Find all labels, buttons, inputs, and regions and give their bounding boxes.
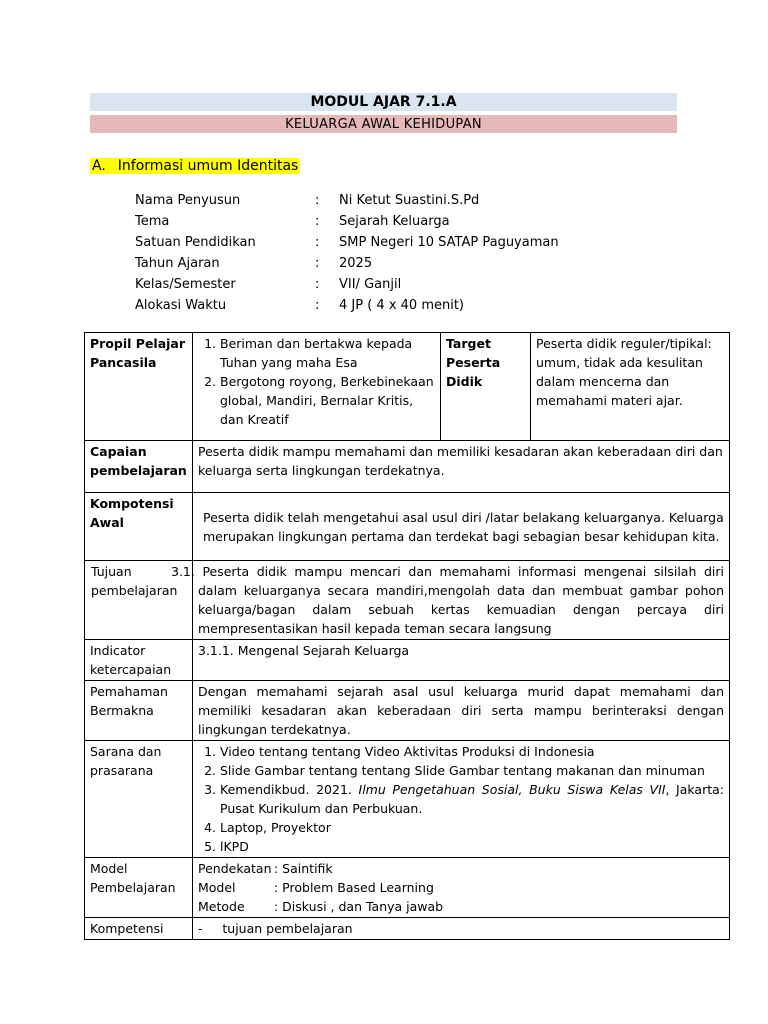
section-number: A.	[92, 158, 106, 174]
kompetensi-label: Kompetensi	[85, 918, 193, 940]
indikator-label: Indicator ketercapaian	[85, 640, 193, 681]
model-row-key: Model	[198, 880, 236, 895]
identity-info	[135, 190, 695, 316]
info-key: Alokasi Waktu	[135, 298, 227, 313]
info-row	[135, 253, 695, 274]
reference-text: Kemendikbud. 2021.	[220, 782, 359, 797]
section-title: Informasi umum Identitas	[117, 158, 299, 174]
indikator-value: 3.1.1. Mengenal Sejarah Keluarga	[193, 640, 730, 681]
model-row	[198, 859, 724, 878]
info-row	[135, 295, 695, 316]
info-value: Sejarah Keluarga	[339, 214, 450, 229]
info-row	[135, 211, 695, 232]
info-value: 4 JP ( 4 x 40 menit)	[339, 298, 464, 313]
capaian-label: Capaian pembelajaran	[85, 441, 193, 493]
sarana-list	[198, 742, 724, 856]
info-value: VII/ Ganjil	[339, 277, 402, 292]
propil-label: Propil Pelajar Pancasila	[85, 333, 193, 441]
table-row	[85, 640, 730, 681]
info-colon: :	[315, 256, 320, 271]
table-row	[85, 918, 730, 940]
list-item: 1. Video tentang tentang Video Aktivitas Produksi di Indonesia	[220, 742, 724, 761]
tujuan-value: 3.1. Peserta didik mampu mencari dan memahami informasi mengenai silsilah diri dalam keluarganya secara mandiri,mengolah data dan membuat gambar pohon keluarga/bagan dalam sebuah kertas kemuadian dengan percaya diri mempresentasikan hasil kepada teman secara langsung	[193, 561, 730, 640]
propil-list	[198, 334, 435, 429]
document-title: MODUL AJAR 7.1.A	[90, 93, 677, 111]
list-item	[220, 780, 724, 818]
info-key: Tahun Ajaran	[135, 256, 220, 271]
list-item: 2. Bergotong royong, Berkebinekaan global, Mandiri, Bernalar Kritis, dan Kreatif	[220, 372, 435, 429]
section-heading	[90, 158, 300, 174]
table-row	[85, 858, 730, 918]
capaian-value: Peserta didik mampu memahami dan memiliki kesadaran akan keberadaan diri dan keluarga serta lingkungan terdekatnya.	[193, 441, 730, 493]
model-row	[198, 878, 724, 897]
info-colon: :	[315, 298, 320, 313]
model-row-key: Metode	[198, 899, 245, 914]
model-label: Model Pembelajaran	[85, 858, 193, 918]
info-key: Nama Penyusun	[135, 193, 241, 208]
list-item: 1. Beriman dan bertakwa kepada Tuhan yang maha Esa	[220, 334, 435, 372]
list-item: 4. Laptop, Proyektor	[220, 818, 724, 837]
model-row-key: Pendekatan	[198, 861, 272, 876]
pemahaman-label: Pemahaman Bermakna	[85, 681, 193, 741]
sarana-cell	[193, 741, 730, 858]
model-cell	[193, 858, 730, 918]
info-colon: :	[315, 214, 320, 229]
model-row-value: : Problem Based Learning	[274, 880, 434, 895]
target-label: Target Peserta Didik	[441, 333, 531, 441]
table-row	[85, 333, 730, 441]
module-table	[84, 332, 730, 940]
document-subtitle: KELUARGA AWAL KEHIDUPAN	[90, 115, 677, 133]
model-row-value: : Diskusi , dan Tanya jawab	[274, 899, 444, 914]
kompetensi-awal-value: Peserta didik telah mengetahui asal usul diri /latar belakang keluarganya. Keluarga merupakan lingkungan pertama dan terdekat bagi sebagian besar kehidupan kita.	[193, 493, 730, 561]
list-item: 2. Slide Gambar tentang tentang Slide Gambar tentang makanan dan minuman	[220, 761, 724, 780]
info-colon: :	[315, 277, 320, 292]
info-colon: :	[315, 193, 320, 208]
info-row	[135, 232, 695, 253]
table-row	[85, 441, 730, 493]
info-value: SMP Negeri 10 SATAP Paguyaman	[339, 235, 559, 250]
model-row-value: : Saintifik	[274, 861, 333, 876]
tujuan-label: Tujuan pembelajaran	[85, 561, 193, 640]
info-key: Tema	[135, 214, 170, 229]
sarana-label: Sarana dan prasarana	[85, 741, 193, 858]
model-row	[198, 897, 724, 916]
table-row	[85, 561, 730, 640]
target-value: Peserta didik reguler/tipikal: umum, tidak ada kesulitan dalam mencerna dan memahami materi ajar.	[531, 333, 730, 441]
table-row	[85, 741, 730, 858]
pemahaman-value: Dengan memahami sejarah asal usul keluarga murid dapat memahami dan memiliki kesadaran akan keberadaan diri serta mampu berinteraksi dengan lingkungan terdekatnya.	[193, 681, 730, 741]
reference-text: , Jakarta: Pusat Kurikulum dan Perbukuan.	[220, 782, 724, 816]
book-title: Ilmu Pengetahuan Sosial, Buku Siswa Kelas VII	[358, 782, 666, 797]
info-key: Kelas/Semester	[135, 277, 236, 292]
propil-cell	[193, 333, 441, 441]
info-row	[135, 190, 695, 211]
info-row	[135, 274, 695, 295]
table-row	[85, 493, 730, 561]
kompetensi-awal-label: Kompotensi Awal	[85, 493, 193, 561]
info-value: 2025	[339, 256, 373, 271]
info-value: Ni Ketut Suastini.S.Pd	[339, 193, 480, 208]
info-key: Satuan Pendidikan	[135, 235, 256, 250]
info-colon: :	[315, 235, 320, 250]
kompetensi-value: - tujuan pembelajaran	[193, 918, 730, 940]
table-row	[85, 681, 730, 741]
list-item: 5. lKPD	[220, 837, 724, 856]
